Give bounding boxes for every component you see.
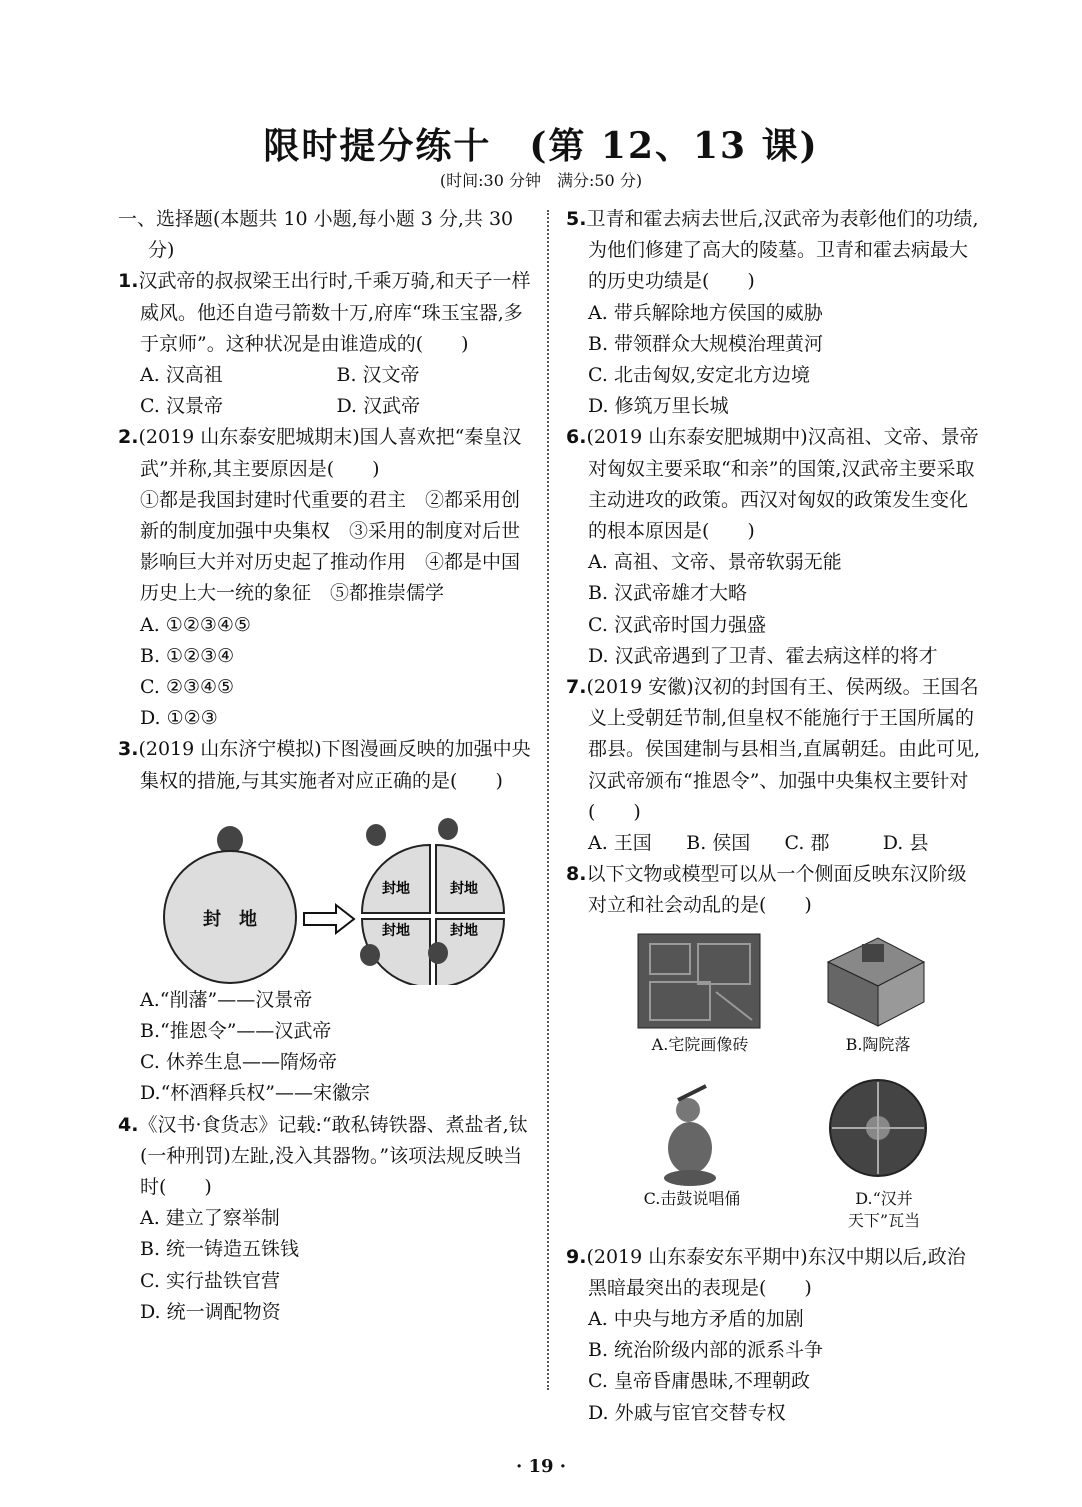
- question-number: 2.: [118, 426, 139, 449]
- page-title: 限时提分练十 (第 12、13 课): [263, 125, 819, 167]
- caption-line: D.“汉并: [855, 1188, 913, 1208]
- question-8: [566, 859, 981, 921]
- option-b[interactable]: B. 侯国: [686, 832, 751, 855]
- artifact-caption-d: [814, 1188, 954, 1232]
- question-number: 9.: [566, 1245, 587, 1268]
- artifact-caption-a: A.宅院画像砖: [651, 1034, 749, 1054]
- option-c[interactable]: C. 郡: [784, 832, 830, 855]
- option-c[interactable]: C. 汉景帝: [140, 395, 223, 418]
- option-d[interactable]: D. 汉武帝: [336, 395, 421, 418]
- right-column: [566, 204, 981, 1429]
- option-b[interactable]: B.“推恩令”——汉武帝: [140, 1020, 332, 1043]
- question-number: 1.: [118, 270, 139, 293]
- question-3: [118, 734, 533, 796]
- option-a[interactable]: A. 汉高祖: [140, 364, 223, 387]
- option-d[interactable]: D.“杯酒释兵权”——宋徽宗: [140, 1082, 371, 1105]
- option-a[interactable]: A. ①②③④⑤: [140, 613, 251, 636]
- question-stem: (2019 山东泰安东平期中)东汉中期以后,政治黑暗最突出的表现是( ): [586, 1245, 966, 1299]
- option-c[interactable]: C. ②③④⑤: [140, 676, 235, 699]
- fief-label: 封地: [382, 880, 410, 897]
- question-number: 4.: [118, 1113, 139, 1136]
- column-divider: [547, 210, 549, 1390]
- option-c[interactable]: C. 汉武帝时国力强盛: [588, 613, 766, 636]
- question-6: [566, 422, 981, 547]
- option-a[interactable]: A.“削藩”——汉景帝: [140, 988, 313, 1011]
- question-statements: ①都是我国封建时代重要的君主 ②都采用创新的制度加强中央集权 ③采用的制度对后世影响巨大并对历史起了推动作用 ④都是中国历史上大一统的象征 ⑤都推崇儒学: [140, 488, 521, 605]
- option-a[interactable]: A. 王国: [588, 832, 652, 855]
- option-d[interactable]: D. 县: [882, 832, 929, 855]
- question-4: [118, 1110, 533, 1204]
- question-number: 7.: [566, 676, 587, 699]
- artifact-caption-b: B.陶院落: [845, 1034, 911, 1054]
- question-stem: 《汉书·食货志》记载:“敢私铸铁器、煮盐者,钛(一种刑罚)左趾,没入其器物。”该项法规反映当时( ): [138, 1113, 528, 1199]
- artifact-caption-c: C.击鼓说唱俑: [643, 1188, 741, 1208]
- option-b[interactable]: B. 统一铸造五铢钱: [140, 1238, 300, 1261]
- caption-line: 天下”瓦当: [847, 1210, 921, 1230]
- option-a[interactable]: A. 带兵解除地方侯国的威胁: [588, 301, 823, 324]
- big-fief-label: 封 地: [203, 908, 257, 930]
- left-column: [118, 204, 533, 1328]
- option-d[interactable]: D. 外戚与宦官交替专权: [588, 1401, 786, 1424]
- question-stem: (2019 安徽)汉初的封国有王、侯两级。王国名义上受朝廷节制,但皇权不能施行于王国所属的郡县。侯国建制与县相当,直属朝廷。由此可见,汉武帝颁布“推恩令”、加强中央集权主要针对( ): [586, 676, 981, 823]
- option-c[interactable]: C. 皇帝昏庸愚昧,不理朝政: [588, 1370, 810, 1393]
- question-number: 3.: [118, 738, 139, 761]
- section-heading: 一、选择题(本题共 10 小题,每小题 3 分,共 30 分): [118, 208, 514, 262]
- question-9: [566, 1242, 981, 1304]
- option-b[interactable]: B. 带领群众大规模治理黄河: [588, 332, 824, 355]
- page-number: · 19 ·: [515, 1456, 567, 1477]
- cartoon-figure: [118, 805, 533, 985]
- option-d[interactable]: D. 修筑万里长城: [588, 395, 729, 418]
- question-stem: (2019 山东济宁模拟)下图漫画反映的加强中央集权的措施,与其实施者对应正确的是( ): [138, 738, 531, 792]
- question-number: 5.: [566, 208, 587, 230]
- question-stem: 以下文物或模型可以从一个侧面反映东汉阶级对立和社会动乱的是( ): [586, 863, 967, 917]
- fief-label: 封地: [382, 922, 410, 939]
- question-stem: (2019 山东泰安肥城期中)汉高祖、文帝、景帝对匈奴主要采取“和亲”的国策,汉武帝主要采取主动进攻的政策。西汉对匈奴的政策发生变化的根本原因是( ): [586, 426, 979, 543]
- question-2: [118, 422, 533, 484]
- option-b[interactable]: B. ①②③④: [140, 644, 235, 667]
- option-a[interactable]: A. 建立了察举制: [140, 1207, 280, 1230]
- fief-label: 封地: [450, 880, 478, 897]
- option-d[interactable]: D. 汉武帝遇到了卫青、霍去病这样的将才: [588, 644, 938, 667]
- option-c[interactable]: C. 北击匈奴,安定北方边境: [588, 364, 810, 387]
- question-number: 6.: [566, 426, 587, 449]
- option-b[interactable]: B. 汉武帝雄才大略: [588, 582, 748, 605]
- page-subtitle: (时间:30 分钟 满分:50 分): [439, 171, 643, 190]
- option-b[interactable]: B. 统治阶级内部的派系斗争: [588, 1339, 824, 1362]
- option-d[interactable]: D. ①②③: [140, 707, 218, 730]
- question-stem: 卫青和霍去病去世后,汉武帝为表彰他们的功绩,为他们修建了高大的陵墓。卫青和霍去病最大的历史功绩是( ): [586, 208, 979, 293]
- option-b[interactable]: B. 汉文帝: [336, 364, 420, 387]
- question-number: 8.: [566, 863, 587, 886]
- option-c[interactable]: C. 实行盐铁官营: [140, 1269, 280, 1292]
- option-a[interactable]: A. 中央与地方矛盾的加剧: [588, 1308, 804, 1331]
- option-d[interactable]: D. 统一调配物资: [140, 1300, 281, 1323]
- question-5: [566, 204, 981, 298]
- fief-label: 封地: [450, 922, 478, 939]
- question-1: [118, 266, 533, 360]
- option-c[interactable]: C. 休养生息——隋炀帝: [140, 1051, 337, 1074]
- cartoon-illustration: [118, 805, 533, 985]
- question-7: [566, 672, 981, 828]
- option-a[interactable]: A. 高祖、文帝、景帝软弱无能: [588, 551, 842, 574]
- question-stem: (2019 山东泰安肥城期末)国人喜欢把“秦皇汉武”并称,其主要原因是( ): [138, 426, 522, 480]
- question-stem: 汉武帝的叔叔梁王出行时,千乘万骑,和天子一样威风。他还自造弓箭数十万,府库“珠玉宝器,多于京师”。这种状况是由谁造成的( ): [138, 270, 531, 355]
- artifact-figures: [566, 922, 981, 1242]
